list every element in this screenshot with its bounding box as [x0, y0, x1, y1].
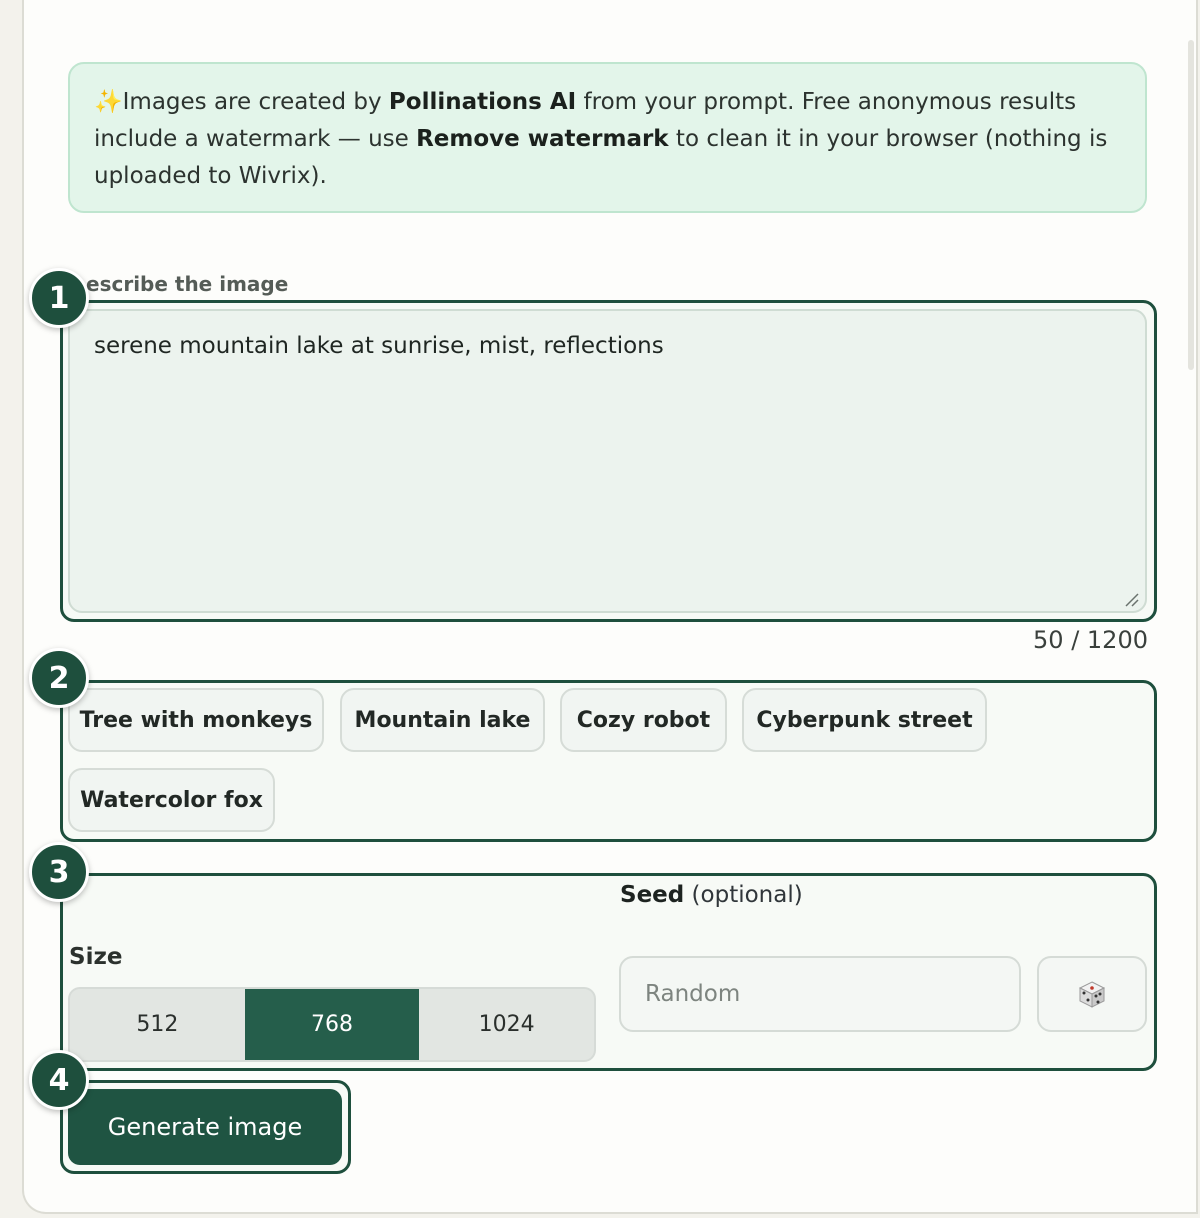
step-badge-2: 2 [29, 648, 89, 708]
seed-label-hint: (optional) [684, 882, 803, 908]
random-seed-button[interactable] [1037, 956, 1147, 1032]
generate-image-button[interactable]: Generate image [68, 1089, 342, 1165]
size-option-768[interactable]: 768 [245, 989, 420, 1060]
size-option-512[interactable]: 512 [136, 1012, 179, 1037]
info-text-3: to clean it in your browser (nothing is uploaded to Wivrix). [94, 126, 1108, 189]
prompt-textarea[interactable] [68, 309, 1147, 613]
size-selector [68, 987, 596, 1062]
info-brand: Pollinations AI [388, 89, 577, 115]
step-badge-3: 3 [29, 842, 89, 902]
step-badge-4: 4 [29, 1050, 89, 1110]
info-text-1: Images are created by [122, 89, 389, 115]
seed-label-main: Seed [620, 882, 685, 908]
dice-icon [1077, 979, 1107, 1009]
size-option-1024[interactable]: 1024 [478, 1012, 535, 1037]
chip-tree-with-monkeys[interactable]: Tree with monkeys [68, 688, 324, 752]
chip-cozy-robot[interactable]: Cozy robot [560, 688, 727, 752]
size-label: Size [69, 944, 123, 970]
prompt-value: serene mountain lake at sunrise, mist, reflections [94, 333, 664, 359]
seed-label [620, 882, 803, 908]
scrollbar[interactable] [1188, 40, 1194, 370]
prompt-label: escribe the image [86, 272, 289, 296]
chip-watercolor-fox[interactable]: Watercolor fox [68, 768, 275, 832]
seed-input[interactable] [619, 956, 1021, 1032]
chip-cyberpunk-street[interactable]: Cyberpunk street [742, 688, 987, 752]
info-action: Remove watermark [416, 126, 669, 152]
chip-mountain-lake[interactable]: Mountain lake [340, 688, 545, 752]
sparkles-icon: ✨ [94, 89, 123, 115]
resize-grip-icon[interactable] [1123, 591, 1139, 607]
step-badge-1: 1 [29, 268, 89, 328]
info-banner [68, 62, 1147, 213]
char-counter: 50 / 1200 [1033, 626, 1148, 654]
info-text-2: from your prompt. Free anonymous results include a watermark — use [94, 89, 1077, 152]
